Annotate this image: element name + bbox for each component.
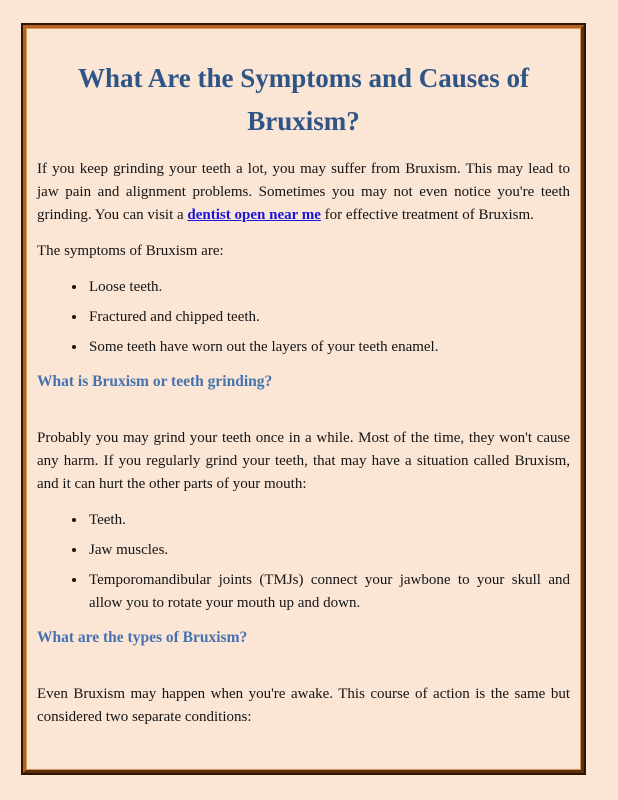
list-item: • Some teeth have worn out the layers of your teeth enamel. [87, 336, 570, 359]
grinding-paragraph: Probably you may grind your teeth once in a while. Most of the time, they won't cause any harm. If you regularly grind your teeth, that may have a situation called Bruxism, and it can hurt the other parts of your mouth: [37, 430, 570, 493]
heading-types-of-bruxism: What are the types of Bruxism? [37, 629, 248, 647]
page-title: What Are the Symptoms and Causes of Bruxism? [77, 63, 530, 136]
page-border-inner-ridge [23, 25, 584, 773]
list-item: • Temporomandibular joints (TMJs) connect your jawbone to your skull and allow you to rotate your mouth up and down. [87, 569, 570, 615]
heading-what-is-bruxism: What is Bruxism or teeth grinding? [37, 373, 273, 391]
list-item: • Loose teeth. [87, 276, 570, 299]
page-content-area [26, 28, 581, 770]
symptoms-list [37, 276, 570, 359]
dentist-open-near-me-link[interactable]: dentist open near me [187, 207, 321, 224]
page-border [21, 23, 586, 775]
list-item: • Fractured and chipped teeth. [87, 306, 570, 329]
types-paragraph: Even Bruxism may happen when you're awake. This course of action is the same but considered two separate conditions: [37, 686, 570, 726]
intro-text-before-link: If you keep grinding your teeth a lot, you may suffer from Bruxism. This may lead to jaw pain and alignment problems. Sometimes you may not even notice you're teeth grinding. You can visit a [37, 161, 570, 224]
mouth-parts-list [37, 509, 570, 615]
list-item: • Teeth. [87, 509, 570, 532]
intro-text-after-link: for effective treatment of Bruxism. [320, 207, 534, 224]
list-item: • Jaw muscles. [87, 539, 570, 562]
intro-paragraph [37, 158, 570, 227]
symptoms-lead: The symptoms of Bruxism are: [37, 243, 224, 260]
